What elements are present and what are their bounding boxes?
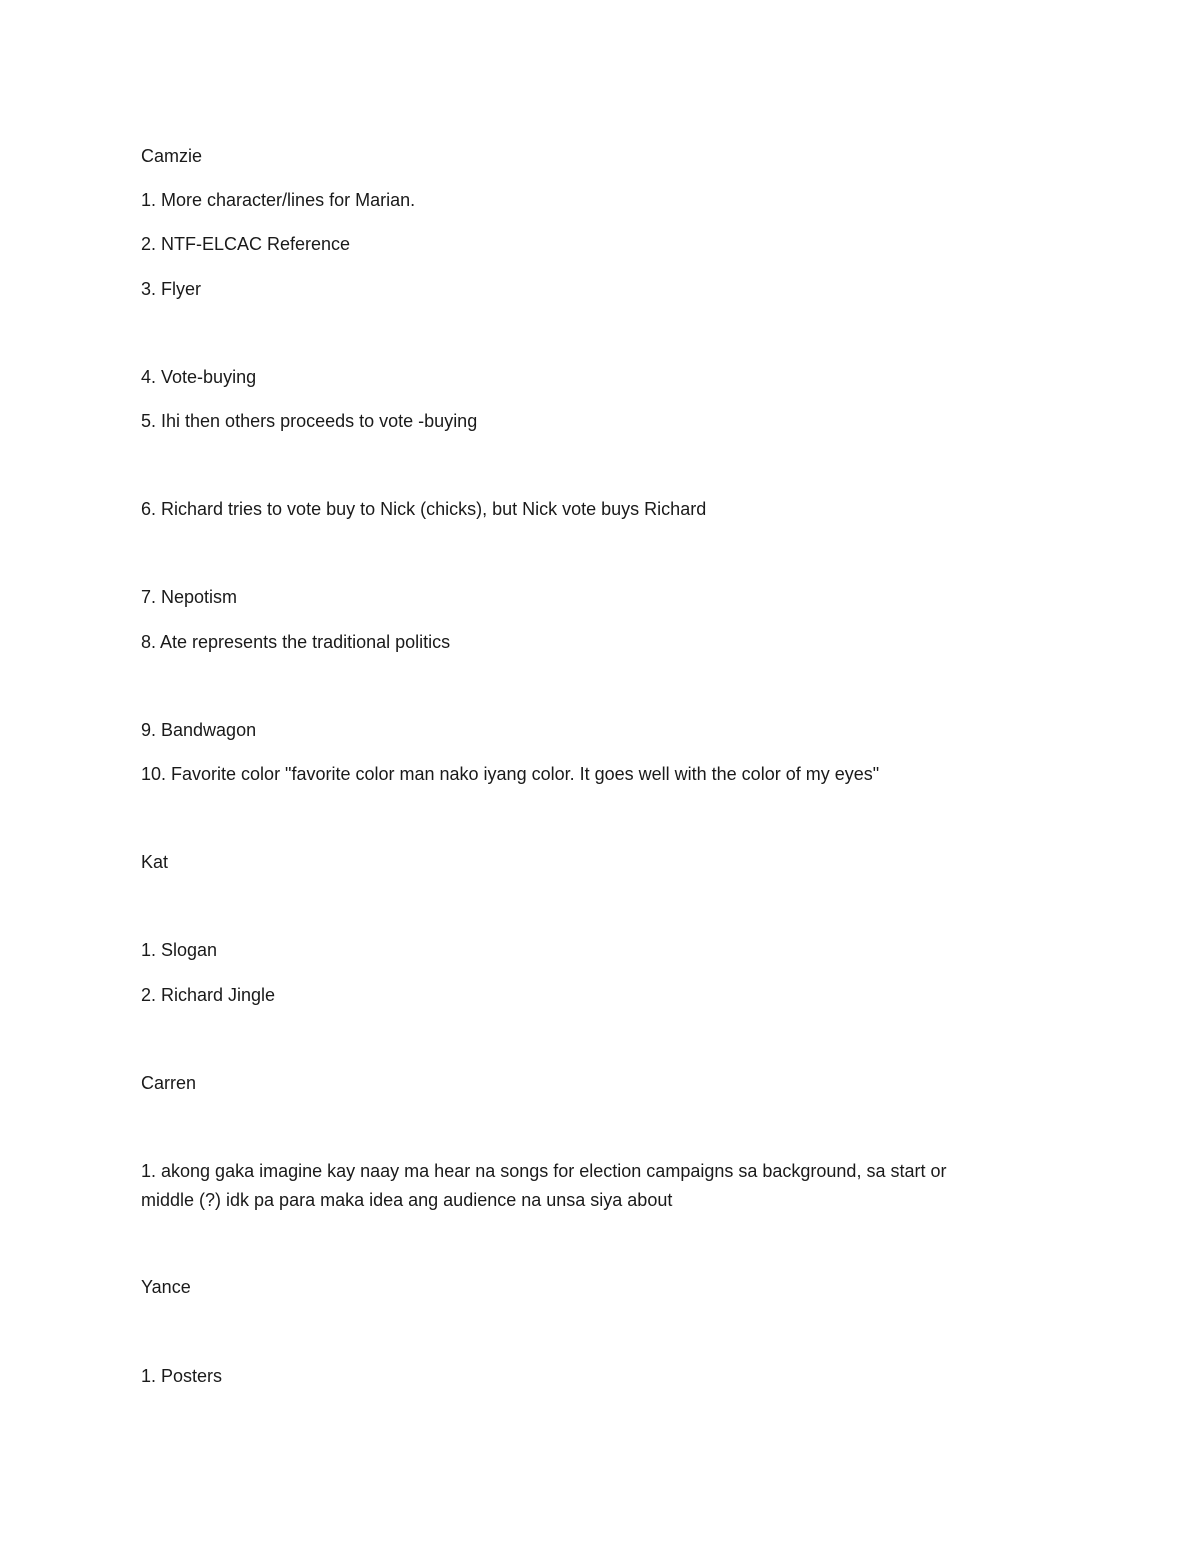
list-item: 2. NTF-ELCAC Reference [141, 234, 351, 254]
list-item: 7. Nepotism [141, 587, 238, 607]
list-item: 1. More character/lines for Marian. [141, 190, 416, 210]
section-heading-kat: Kat [141, 852, 169, 872]
list-item: 5. Ihi then others proceeds to vote -buying [141, 411, 478, 431]
list-item: 3. Flyer [141, 279, 202, 299]
list-item: 1. Posters [141, 1366, 223, 1386]
list-item: 6. Richard tries to vote buy to Nick (chicks), but Nick vote buys Richard [141, 499, 707, 519]
list-item: 2. Richard Jingle [141, 985, 276, 1005]
list-item: 1. akong gaka imagine kay naay ma hear na songs for election campaigns sa background, sa start or [141, 1161, 947, 1181]
list-item: 4. Vote-buying [141, 367, 257, 387]
list-item: 10. Favorite color "favorite color man nako iyang color. It goes well with the color of my eyes" [141, 764, 880, 784]
section-heading-carren: Carren [141, 1073, 197, 1093]
list-item: 8. Ate represents the traditional politics [141, 632, 451, 652]
list-item: 9. Bandwagon [141, 720, 257, 740]
list-item: 1. Slogan [141, 940, 218, 960]
section-heading-yance: Yance [141, 1277, 191, 1297]
list-item-continuation: middle (?) idk pa para maka idea ang audience na unsa siya about [141, 1190, 673, 1210]
section-heading-camzie: Camzie [141, 146, 203, 166]
